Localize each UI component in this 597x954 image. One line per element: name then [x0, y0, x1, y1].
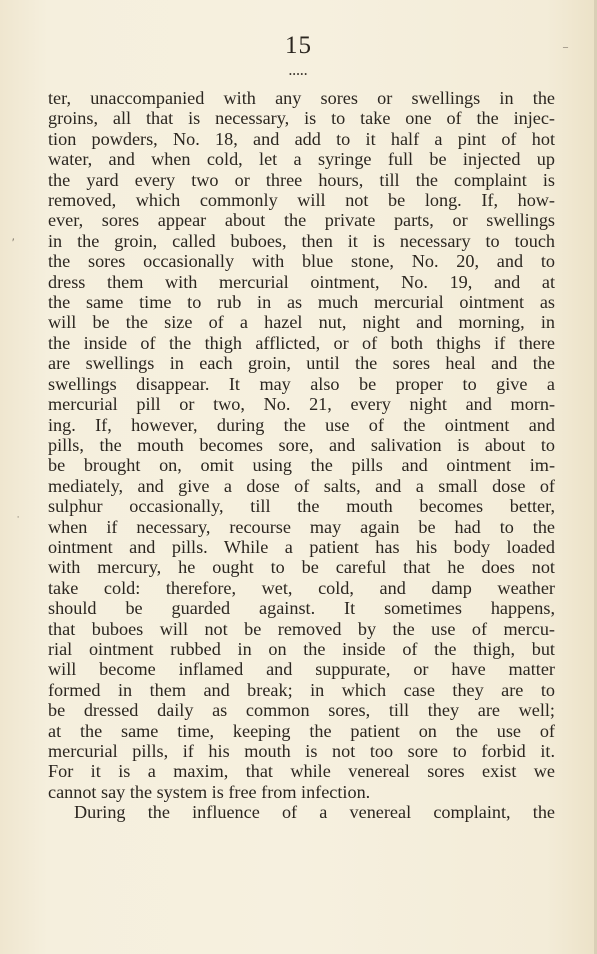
text-line: tion powders, No. 18, and add to it half a pint of hot: [48, 128, 555, 149]
text-line: removed, which commonly will not be long. If, how-: [48, 190, 555, 211]
text-line: formed in them and break; in which case they are to: [48, 679, 555, 700]
text-line: ever, sores appear about the private parts, or swellings: [48, 210, 555, 231]
text-line: that buboes will not be removed by the use of mercu-: [48, 618, 555, 639]
text-line: the sores occasionally with blue stone, No. 20, and to: [48, 251, 555, 272]
text-line: in the groin, called buboes, then it is necessary to touch: [48, 230, 555, 251]
text-line: groins, all that is necessary, is to take one of the injec-: [48, 108, 555, 129]
text-line: swellings disappear. It may also be proper to give a: [48, 373, 555, 394]
text-line: cannot say the system is free from infection.: [48, 781, 371, 802]
page-number: 15: [285, 32, 312, 59]
text-line: should be guarded against. It sometimes happens,: [48, 598, 555, 619]
text-line: During the influence of a venereal complaint, the: [74, 802, 555, 823]
margin-speck: –: [563, 42, 568, 53]
text-line: the same time to rub in as much mercurial ointment as: [48, 292, 555, 313]
text-line: will become inflamed and suppurate, or have matter: [48, 659, 555, 680]
text-line: be brought on, omit using the pills and ointment im-: [48, 455, 555, 476]
text-line: sulphur occasionally, till the mouth becomes better,: [48, 496, 555, 517]
text-line: water, and when cold, let a syringe full be injected up: [48, 149, 555, 170]
text-line: the inside of the thigh afflicted, or of both thighs if there: [48, 332, 555, 353]
text-line: the yard every two or three hours, till the complaint is: [48, 169, 555, 190]
text-line: will be the size of a hazel nut, night and morning, in: [48, 312, 555, 333]
paragraph-1: [48, 88, 555, 802]
body-text: [48, 88, 555, 823]
text-line: mercurial pills, if his mouth is not too sore to forbid it.: [48, 741, 555, 761]
text-line: ter, unaccompanied with any sores or swellings in the: [48, 88, 555, 108]
header-ornament: •••••: [288, 70, 308, 79]
margin-speck: ′: [12, 235, 15, 249]
text-line: mercurial pill or two, No. 21, every night and morn-: [48, 394, 555, 415]
margin-speck: ·: [17, 512, 20, 522]
text-line: ing. If, however, during the use of the ointment and: [48, 414, 555, 435]
text-line: mediately, and give a dose of salts, and a small dose of: [48, 475, 555, 496]
text-line: For it is a maxim, that while venereal sores exist we: [48, 761, 555, 782]
text-line: rial ointment rubbed in on the inside of the thigh, but: [48, 638, 555, 659]
text-line: be dressed daily as common sores, till they are well;: [48, 700, 555, 721]
text-line: pills, the mouth becomes sore, and salivation is about to: [48, 434, 555, 455]
text-line: ointment and pills. While a patient has his body loaded: [48, 536, 555, 557]
text-line: with mercury, he ought to be careful that he does not: [48, 557, 555, 578]
text-line: at the same time, keeping the patient on the use of: [48, 720, 555, 741]
text-line: take cold: therefore, wet, cold, and damp weather: [48, 577, 555, 598]
paragraph-2: [48, 802, 555, 822]
text-line: when if necessary, recourse may again be had to the: [48, 516, 555, 537]
text-line: are swellings in each groin, until the sores heal and the: [48, 353, 555, 374]
text-line: dress them with mercurial ointment, No. 19, and at: [48, 271, 555, 292]
